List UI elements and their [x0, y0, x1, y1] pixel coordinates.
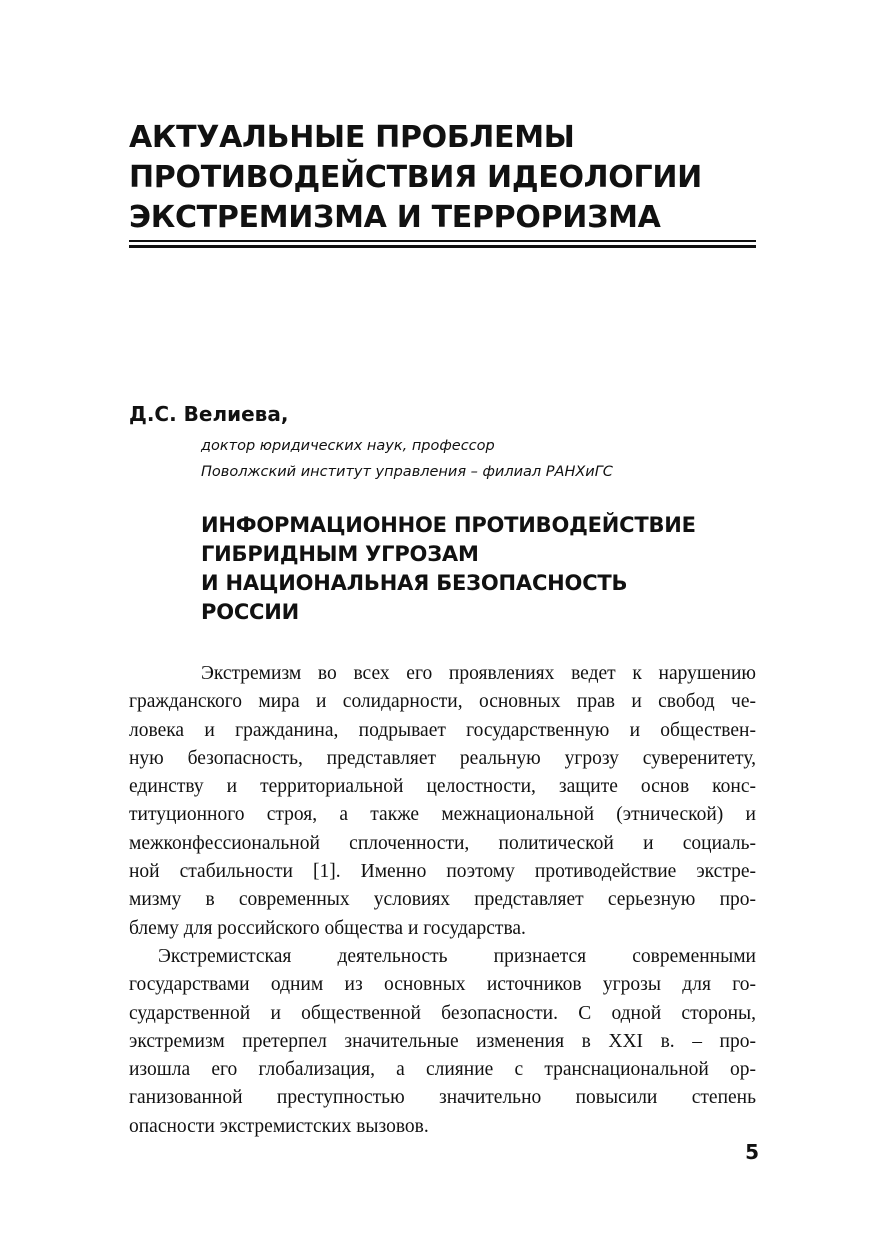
body-line: титуционного строя, а также межнациональной (этнической) и	[129, 804, 756, 826]
title-divider-thick	[129, 245, 756, 248]
article-body	[129, 660, 756, 1141]
body-line: Экстремизм во всех его проявлениях ведет к нарушению	[201, 663, 756, 684]
body-line: мизму в современных условиях представляет серьезную про-	[129, 889, 756, 911]
body-line: гражданского мира и солидарности, основных прав и свобод че-	[129, 691, 756, 713]
section-title-line: АКТУАЛЬНЫЕ ПРОБЛЕМЫ	[129, 120, 575, 155]
body-line: ной стабильности [1]. Именно поэтому противодействие экстре-	[129, 861, 756, 883]
author-organization: Поволжский институт управления – филиал РАНХиГС	[201, 464, 613, 480]
body-line: экстремизм претерпел значительные изменения в XXI в. – про-	[129, 1030, 756, 1052]
body-line: сударственной и общественной безопасности. С одной стороны,	[129, 1002, 756, 1024]
body-line: государствами одним из основных источников угрозы для го-	[129, 974, 756, 996]
article-title-line: РОССИИ	[201, 600, 300, 624]
section-title-line: ЭКСТРЕМИЗМА И ТЕРРОРИЗМА	[129, 200, 661, 235]
article-title-line: ИНФОРМАЦИОННОЕ ПРОТИВОДЕЙСТВИЕ	[201, 513, 696, 537]
body-line: единству и территориальной целостности, защите основ конс-	[129, 776, 756, 798]
page-number: 5	[745, 1140, 759, 1164]
body-line: ловека и гражданина, подрывает государственную и обществен-	[129, 719, 756, 741]
body-line: блему для российского общества и государства.	[129, 917, 526, 939]
author-degree: доктор юридических наук, профессор	[201, 438, 495, 454]
section-title-line: ПРОТИВОДЕЙСТВИЯ ИДЕОЛОГИИ	[129, 160, 702, 195]
article-title-line: ГИБРИДНЫМ УГРОЗАМ	[201, 542, 479, 566]
body-line: изошла его глобализация, а слияние с транснациональной ор-	[129, 1059, 756, 1081]
section-title	[129, 118, 759, 238]
article-title-line: И НАЦИОНАЛЬНАЯ БЕЗОПАСНОСТЬ	[201, 571, 628, 595]
author-name: Д.С. Велиева,	[129, 402, 289, 426]
body-line: опасности экстремистских вызовов.	[129, 1115, 429, 1137]
body-line: ганизованной преступностью значительно повысили степень	[129, 1087, 756, 1109]
body-line: межконфессиональной сплоченности, политической и социаль-	[129, 832, 756, 854]
article-title	[201, 511, 761, 627]
body-line: Экстремистская деятельность признается современными	[158, 945, 756, 967]
title-divider-thin	[129, 240, 756, 242]
body-line: ную безопасность, представляет реальную угрозу суверенитету,	[129, 747, 756, 769]
